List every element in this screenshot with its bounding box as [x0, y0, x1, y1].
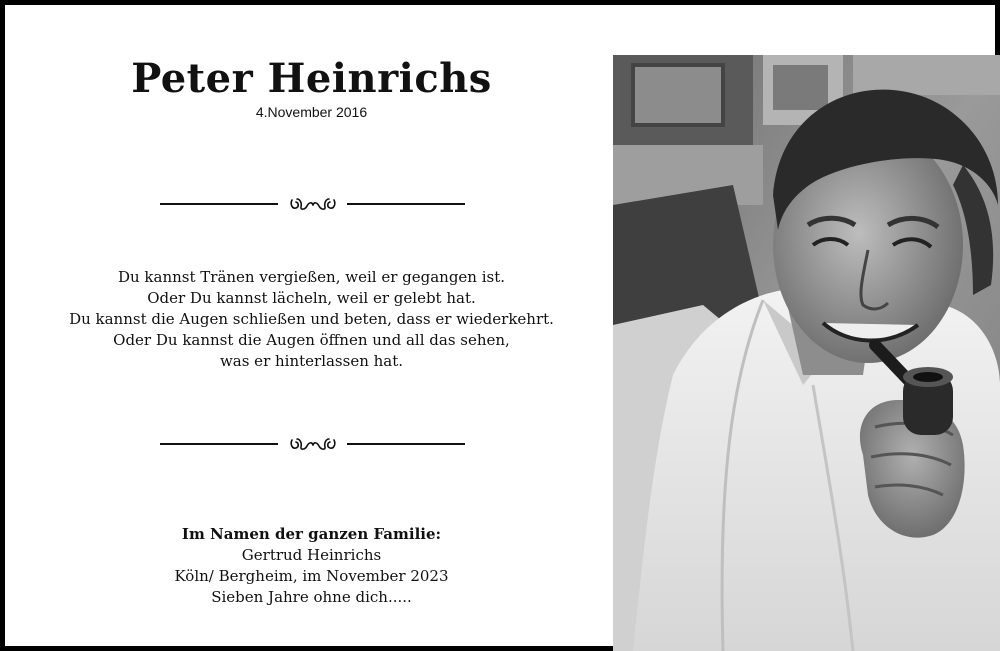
text-column: [10, 10, 613, 651]
portrait-photo-icon: [613, 55, 1000, 651]
deceased-name: Peter Heinrichs: [131, 55, 492, 102]
divider-line-left: [160, 203, 278, 205]
signature-line: Gertrud Heinrichs: [241, 546, 382, 564]
verse-line: Oder Du kannst die Augen öffnen und all das sehen,: [113, 331, 510, 349]
divider-line-left: [160, 443, 278, 445]
flourish-icon: [288, 434, 338, 454]
portrait-photo: [613, 55, 1000, 651]
verse-line: Du kannst die Augen schließen und beten, dass er wiederkehrt.: [69, 310, 554, 328]
memorial-verse: [10, 267, 613, 372]
signature-line: Sieben Jahre ohne dich.....: [211, 588, 412, 606]
flourish-icon: [288, 194, 338, 214]
divider-line-right: [347, 203, 465, 205]
verse-line: was er hinterlassen hat.: [219, 352, 404, 370]
verse-line: Du kannst Tränen vergießen, weil er gegangen ist.: [117, 268, 506, 286]
ornament-divider-top: [160, 194, 465, 214]
verse-line: Oder Du kannst lächeln, weil er gelebt hat.: [147, 289, 476, 307]
divider-line-right: [347, 443, 465, 445]
family-signature: [10, 524, 613, 608]
signature-line: Im Namen der ganzen Familie:: [181, 525, 442, 543]
ornament-divider-bottom: [160, 434, 465, 454]
death-date: 4.November 2016: [255, 104, 368, 120]
signature-line: Köln/ Bergheim, im November 2023: [174, 567, 449, 585]
